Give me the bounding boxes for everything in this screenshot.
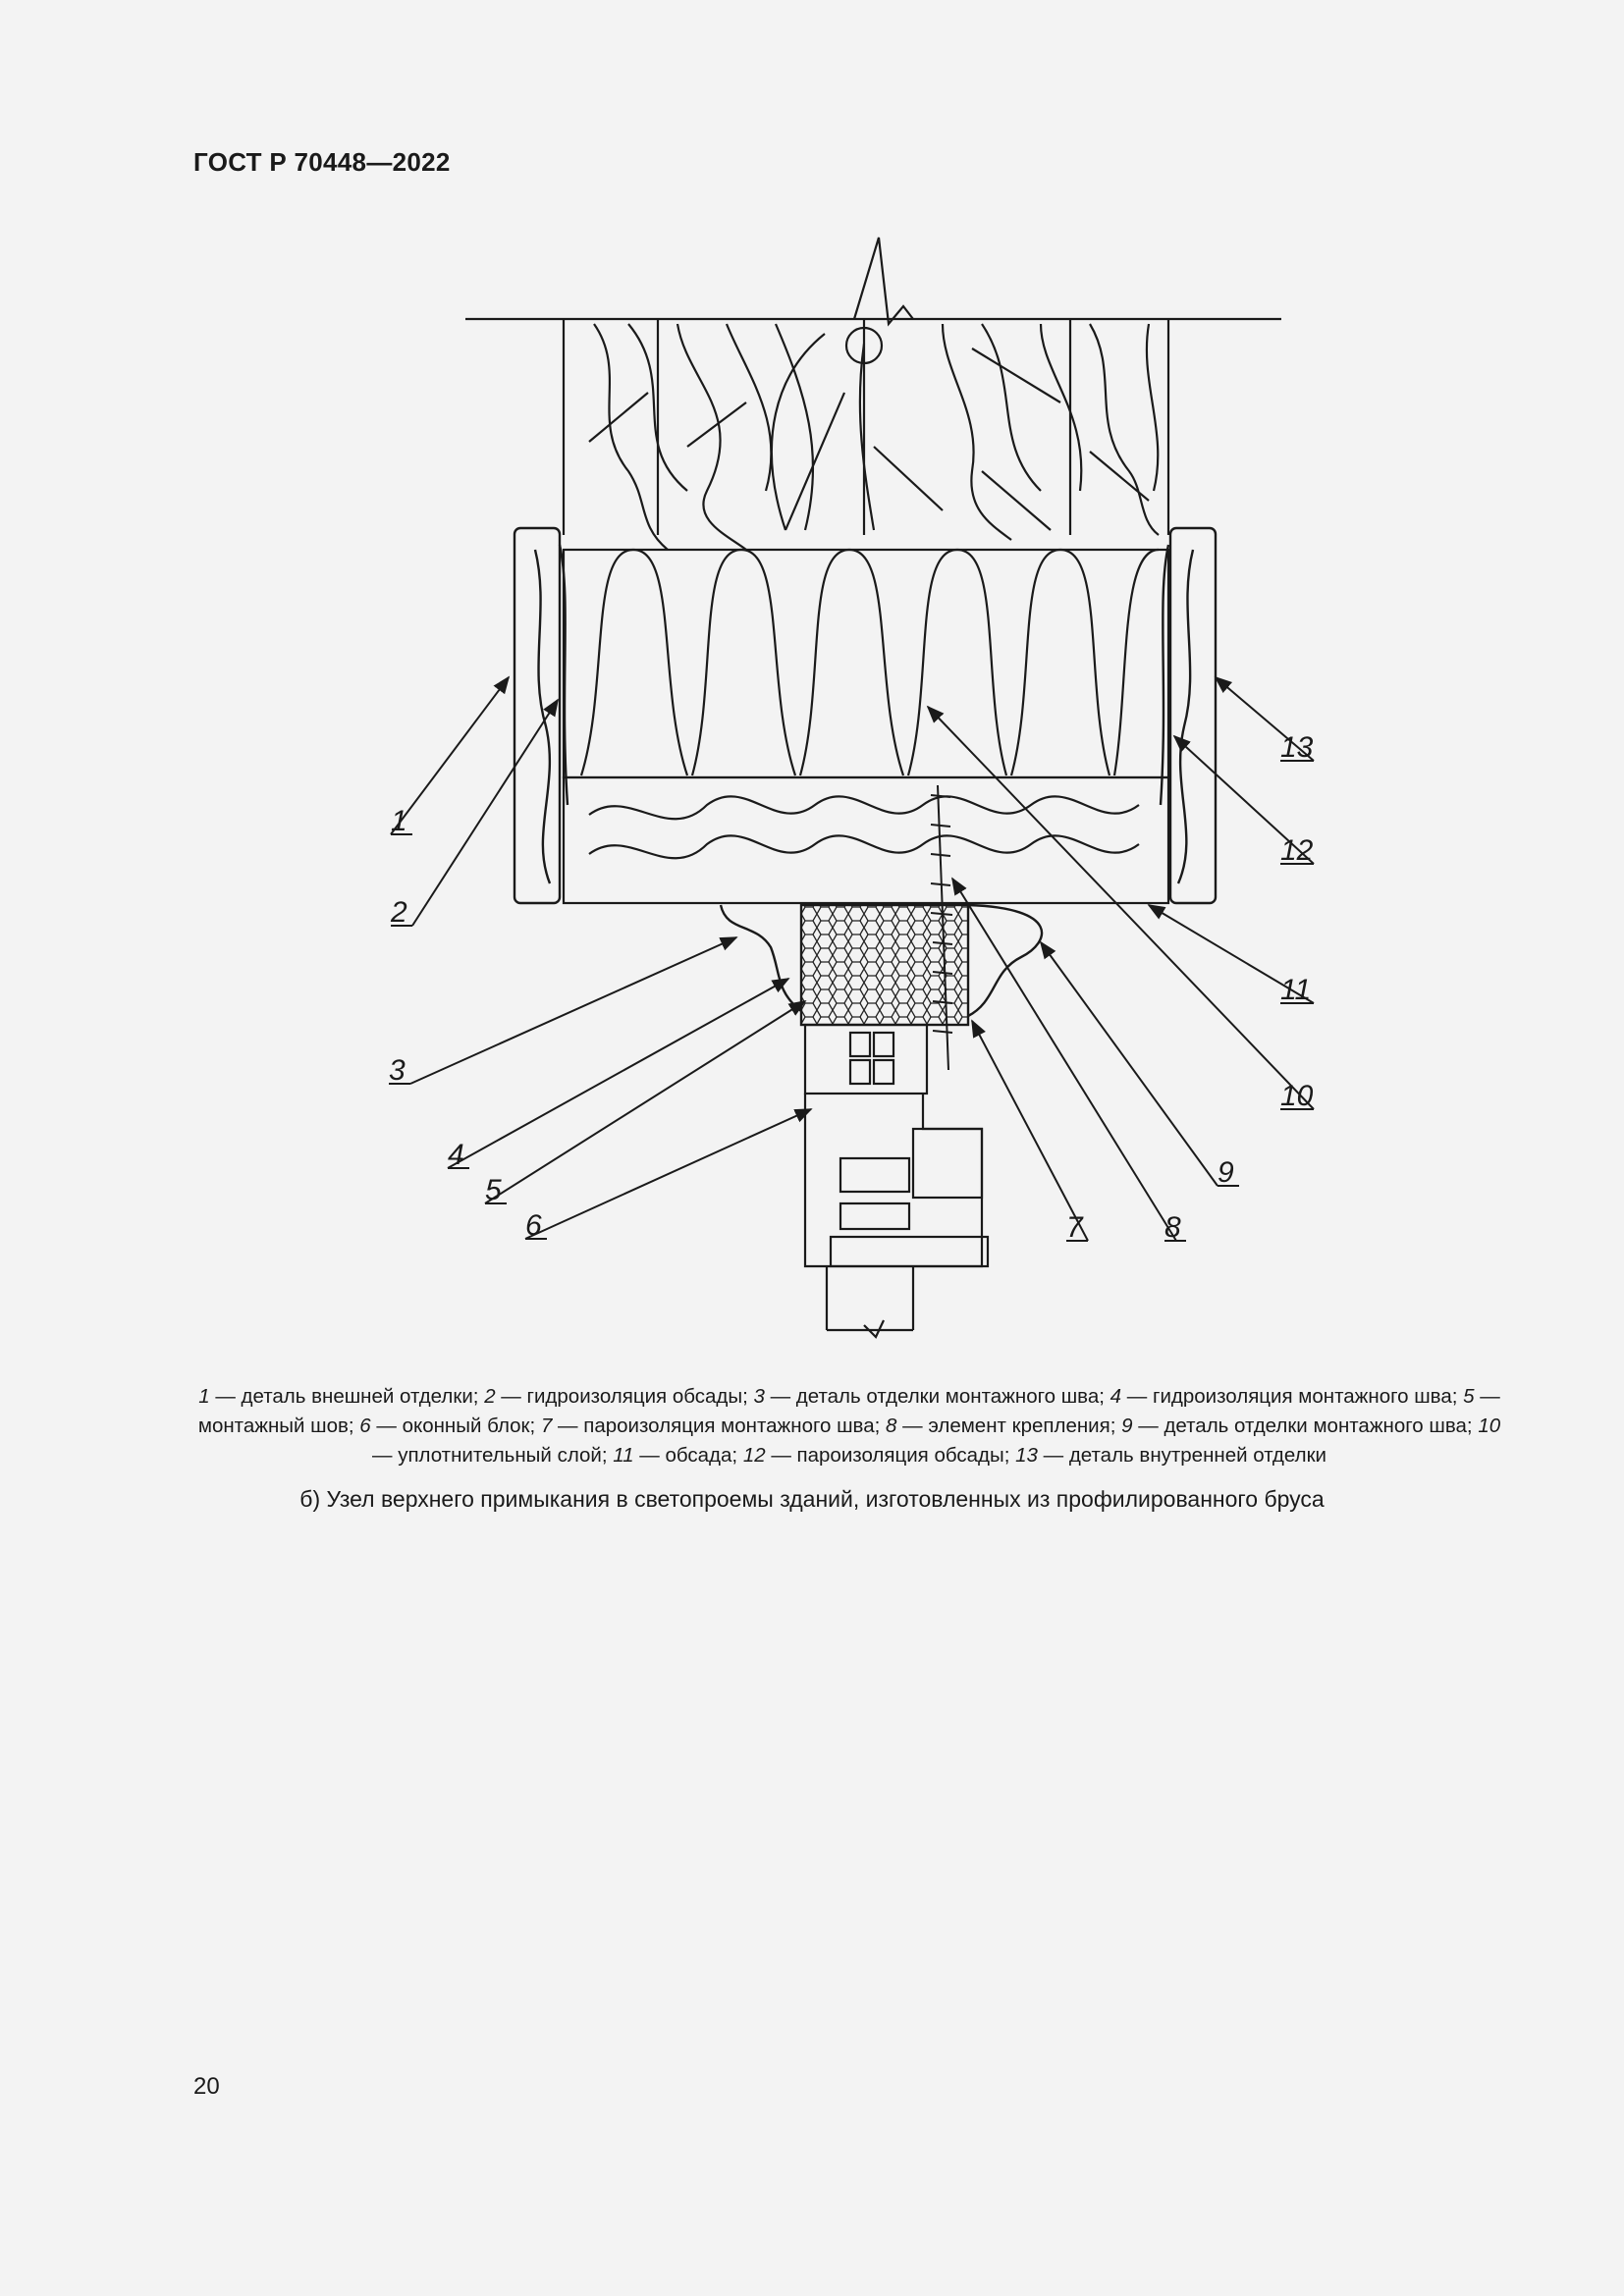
legend-num: 1 bbox=[198, 1385, 210, 1408]
legend-num: 13 bbox=[1015, 1444, 1038, 1467]
callout-7: 7 bbox=[1066, 1211, 1083, 1244]
legend-num: 11 bbox=[613, 1444, 634, 1467]
wall-beam-log bbox=[465, 238, 1281, 550]
legend-num: 6 bbox=[359, 1415, 371, 1437]
legend-text: монтажный шов bbox=[197, 1415, 349, 1437]
callout-4: 4 bbox=[448, 1139, 464, 1171]
legend-text: деталь отделки монтажного шва bbox=[795, 1385, 1100, 1408]
figure-caption: б) Узел верхнего примыкания в светопроемы зданий, изготовленных из профилированного бруса bbox=[299, 1486, 1325, 1512]
document-header: ГОСТ Р 70448—2022 bbox=[193, 147, 451, 177]
legend-text: деталь внешней отделки bbox=[241, 1385, 473, 1408]
legend-num: 7 bbox=[540, 1415, 553, 1437]
callout-12: 12 bbox=[1280, 834, 1314, 867]
callout-3: 3 bbox=[389, 1054, 406, 1087]
finishing-boards bbox=[514, 528, 1216, 903]
callout-6: 6 bbox=[525, 1209, 542, 1242]
callout-8: 8 bbox=[1164, 1211, 1181, 1244]
casing-board bbox=[564, 777, 1168, 903]
legend-num: 10 bbox=[1478, 1415, 1501, 1437]
page-number: 20 bbox=[193, 2073, 220, 2100]
sealing-layer bbox=[564, 550, 1168, 777]
legend-num: 2 bbox=[484, 1385, 496, 1408]
legend-text: гидроизоляция монтажного шва bbox=[1152, 1385, 1452, 1408]
legend-num: 3 bbox=[753, 1385, 765, 1408]
legend-text: уплотнительный слой bbox=[398, 1444, 602, 1467]
callout-2: 2 bbox=[391, 896, 407, 929]
callout-5: 5 bbox=[485, 1174, 502, 1206]
callout-10: 10 bbox=[1280, 1080, 1314, 1112]
legend-text: оконный блок bbox=[402, 1415, 530, 1437]
callout-9: 9 bbox=[1218, 1156, 1234, 1189]
legend-num: 12 bbox=[742, 1444, 766, 1467]
figure-legend: 1 — деталь внешней отделки; 2 — гидроизоляция обсады; 3 — деталь отделки монтажного шва; 4 — гидроизоляция монтажного шва; 5 — монтажный шов; 6 — оконный блок; 7 — пароизоляция монтажного шва; 8 — элемент крепления; 9 — деталь отделки монтажного шва; 10 — уплотнительный слой; 11 — обсада; 12 — пароизоляция обсады; 13 — деталь внутренней отделки bbox=[197, 1385, 1501, 1467]
window-frame bbox=[805, 1025, 988, 1337]
legend-text: гидроизоляция обсады bbox=[526, 1385, 743, 1408]
legend-text: пароизоляция монтажного шва bbox=[583, 1415, 875, 1437]
legend-num: 9 bbox=[1121, 1415, 1133, 1437]
legend-text: деталь внутренней отделки bbox=[1068, 1444, 1326, 1467]
legend-text: деталь отделки монтажного шва bbox=[1164, 1415, 1467, 1437]
callout-11: 11 bbox=[1280, 974, 1312, 1006]
legend-num: 5 bbox=[1463, 1385, 1475, 1408]
legend-text: обсада bbox=[665, 1444, 732, 1467]
callout-1: 1 bbox=[391, 805, 407, 837]
callout-13: 13 bbox=[1280, 731, 1314, 764]
legend-text: пароизоляция обсады bbox=[796, 1444, 1004, 1467]
legend-text: элемент крепления bbox=[928, 1415, 1110, 1437]
legend-num: 4 bbox=[1110, 1385, 1122, 1408]
legend-num: 8 bbox=[886, 1415, 897, 1437]
